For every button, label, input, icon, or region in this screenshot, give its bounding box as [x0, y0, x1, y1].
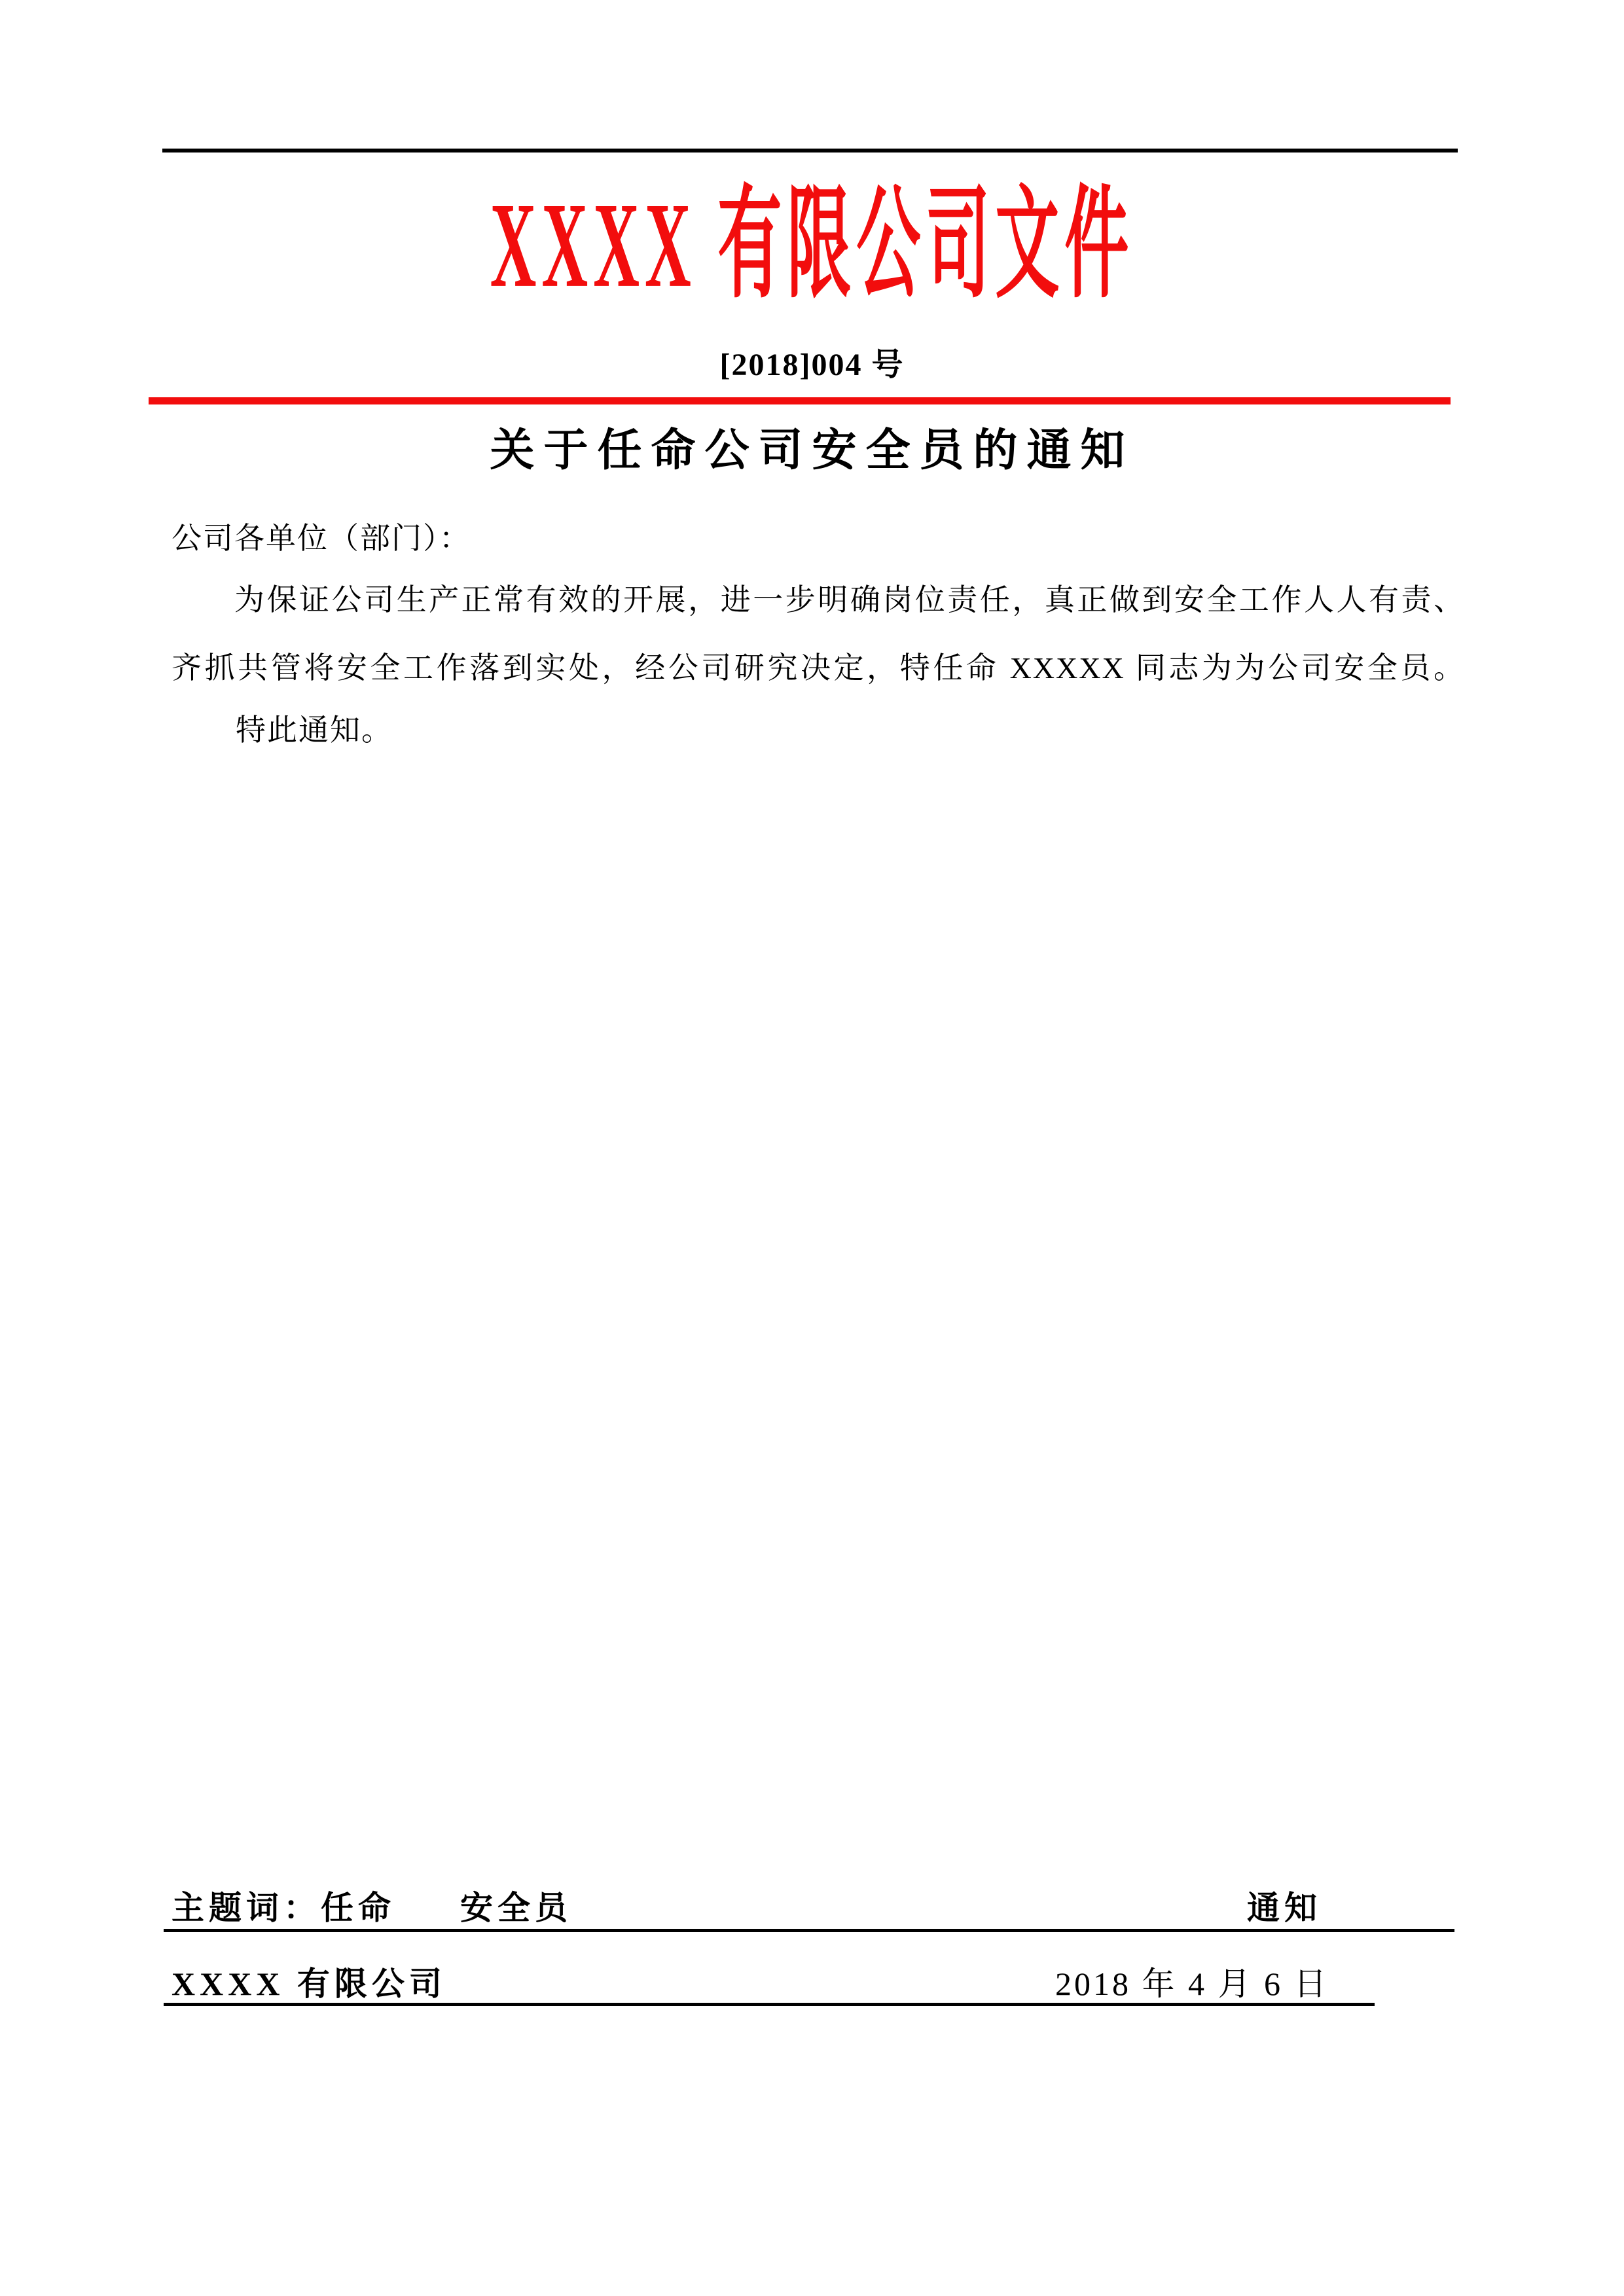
document-number: [2018]004 号 — [719, 348, 905, 382]
body-paragraph-line-2: 齐抓共管将安全工作落到实处，经公司研究决定，特任命 XXXXX 同志为为公司安全员。 — [171, 651, 1465, 685]
document-title: 关于任命公司安全员的通知 — [490, 425, 1134, 475]
signature-underline-rule — [164, 2003, 1375, 2006]
body-paragraph-line-1: 为保证公司生产正常有效的开展，进一步明确岗位责任，真正做到安全工作人人有责、 — [234, 583, 1465, 617]
letterhead — [0, 179, 1624, 316]
document-category: 通知 — [1247, 1890, 1322, 1926]
closing-line: 特此通知。 — [236, 713, 393, 747]
letterhead-company-title: XXXX 有限公司文件 — [490, 179, 1134, 314]
keywords-value: 安全员 — [460, 1890, 572, 1926]
issuing-company: XXXX 有限公司 — [171, 1965, 446, 2002]
top-black-rule — [162, 149, 1458, 152]
issue-date: 2018 年 4 月 6 日 — [1055, 1965, 1329, 2002]
keywords-label: 主题词：任命 — [171, 1890, 395, 1926]
red-separator-rule — [149, 397, 1451, 404]
keywords-underline-rule — [164, 1929, 1454, 1932]
salutation-line: 公司各单位（部门）： — [171, 522, 471, 555]
